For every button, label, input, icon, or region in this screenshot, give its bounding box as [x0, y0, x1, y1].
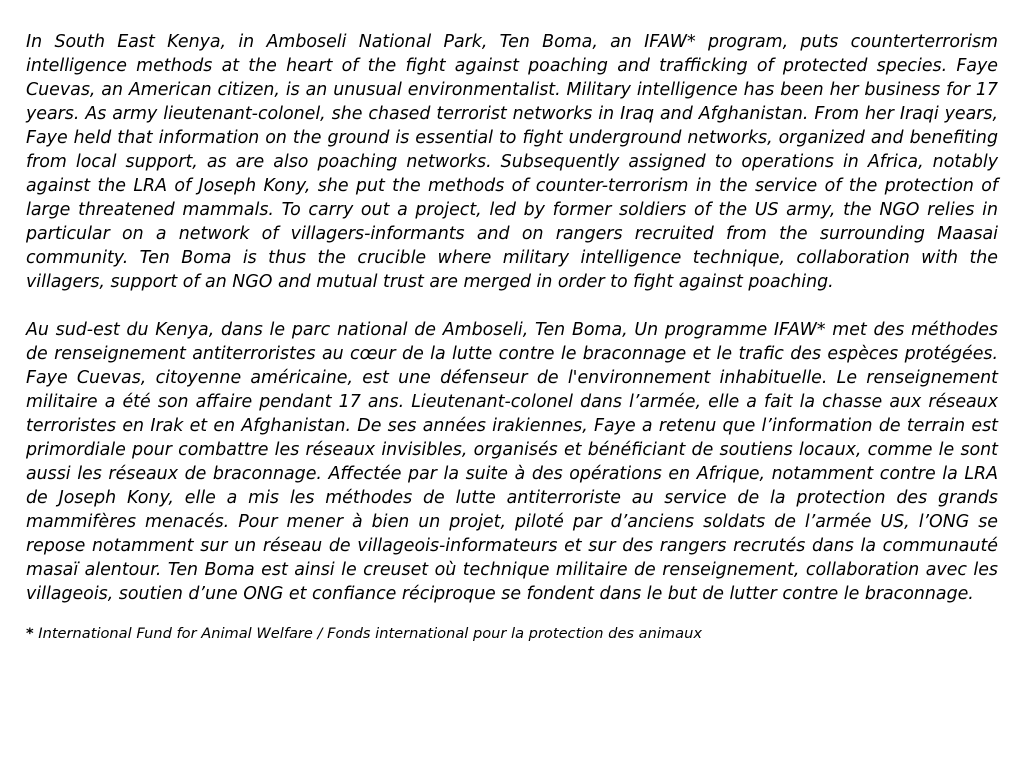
footnote-marker: * — [26, 625, 34, 642]
french-paragraph: Au sud-est du Kenya, dans le parc national de Amboseli, Ten Boma, Un programme IFAW* met des méthodes de renseignement antiterroristes au cœur de la lutte contre le braconnage et le trafic des espèces protégées. Faye Cuevas, citoyenne américaine, est une défenseur de l'environnement inhabituelle. Le renseignement militaire a été son affaire pendant 17 ans. Lieutenant-colonel dans l’armée, elle a fait la chasse aux réseaux terroristes en Irak et en Afghanistan. De ses années irakiennes, Faye a retenu que l’information de terrain est primordiale pour combattre les réseaux invisibles, organisés et bénéficiant de soutiens locaux, comme le sont aussi les réseaux de braconnage. Affectée par la suite à des opérations en Afrique, notamment contre la LRA de Joseph Kony, elle a mis les méthodes de lutte antiterroriste au service de la protection des grands mammifères menacés. Pour mener à bien un projet, piloté par d’anciens soldats de l’armée US, l’ONG se repose notamment sur un réseau de villageois-informateurs et sur des rangers recrutés dans la communauté masaï alentour. Ten Boma est ainsi le creuset où technique militaire de renseignement, collaboration avec les villageois, soutien d’une ONG et confiance réciproque se fondent dans le but de lutter contre le braconnage. — [26, 320, 998, 604]
footnote-text: International Fund for Animal Welfare / Fonds international pour la protection des animaux — [33, 625, 702, 642]
english-paragraph: In South East Kenya, in Amboseli National Park, Ten Boma, an IFAW* program, puts counterterrorism intelligence methods at the heart of the fight against poaching and trafficking of protected species. Faye Cuevas, an American citizen, is an unusual environmentalist. Military intelligence has been her business for 17 years. As army lieutenant-colonel, she chased terrorist networks in Iraq and Afghanistan. From her Iraqi years, Faye held that information on the ground is essential to fight underground networks, organized and benefiting from local support, as are also poaching networks. Subsequently assigned to operations in Africa, notably against the LRA of Joseph Kony, she put the methods of counter-terrorism in the service of the protection of large threatened mammals. To carry out a project, led by former soldiers of the US army, the NGO relies in particular on a network of villagers-informants and on rangers recruited from the surrounding Maasai community. Ten Boma is thus the crucible where military intelligence technique, collaboration with the villagers, support of an NGO and mutual trust are merged in order to fight against poaching. — [26, 32, 998, 292]
footnote — [26, 624, 998, 644]
document-page — [26, 30, 998, 644]
